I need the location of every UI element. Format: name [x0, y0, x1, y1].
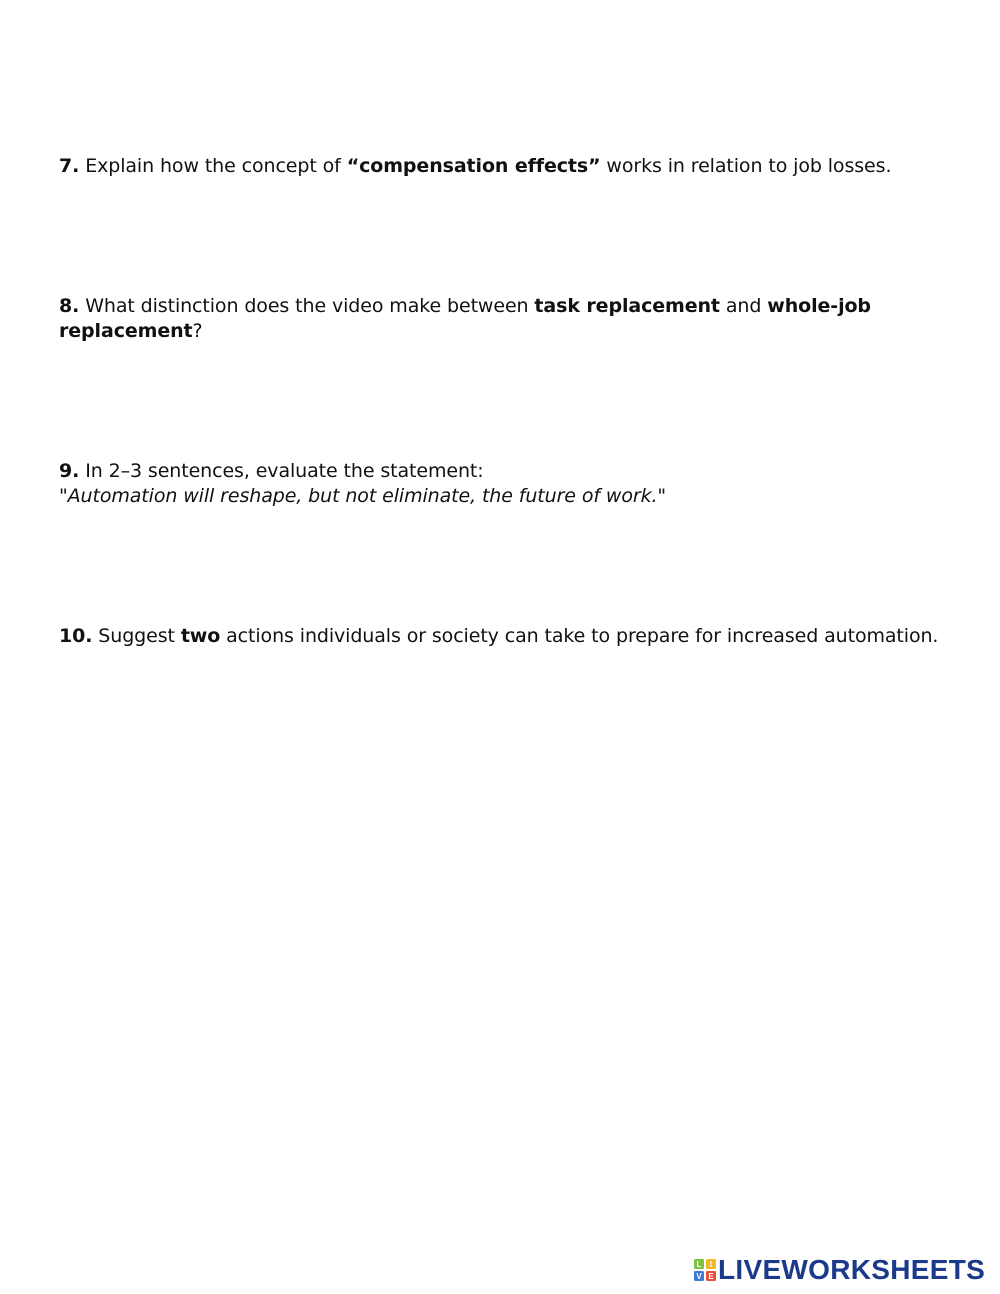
liveworksheets-logo-mark-icon — [694, 1258, 716, 1282]
question-number: 9. — [59, 460, 80, 482]
svg-text:E: E — [708, 1272, 714, 1281]
question-7 — [59, 154, 891, 179]
question-text: In 2–3 sentences, evaluate the statement: — [79, 460, 484, 482]
quoted-statement: "Automation will reshape, but not eliminate, the future of work." — [59, 485, 667, 507]
question-text: works in relation to job losses. — [600, 155, 892, 177]
question-line — [59, 319, 871, 344]
question-line — [59, 294, 871, 319]
liveworksheets-brand-text: LIVEWORKSHEETS — [718, 1254, 986, 1285]
svg-text:V: V — [696, 1272, 702, 1281]
question-number: 7. — [59, 155, 80, 177]
question-text: ? — [192, 320, 203, 342]
question-line — [59, 459, 666, 484]
liveworksheets-logo[interactable] — [694, 1255, 985, 1285]
question-text: What distinction does the video make between — [79, 295, 535, 317]
question-text: Suggest — [92, 625, 181, 647]
key-term: task replacement — [534, 295, 720, 317]
question-text: and — [719, 295, 768, 317]
svg-text:I: I — [709, 1260, 713, 1269]
question-10 — [59, 624, 938, 649]
question-text: Explain how the concept of — [79, 155, 347, 177]
question-text: actions individuals or society can take to prepare for increased automation. — [220, 625, 939, 647]
key-term: two — [180, 625, 221, 647]
question-number: 8. — [59, 295, 80, 317]
key-term: replacement — [59, 320, 193, 342]
key-term: “compensation effects” — [346, 155, 601, 177]
question-8 — [59, 294, 871, 344]
svg-text:L: L — [696, 1260, 702, 1269]
question-9 — [59, 459, 666, 509]
key-term: whole-job — [767, 295, 871, 317]
question-number: 10. — [59, 625, 93, 647]
